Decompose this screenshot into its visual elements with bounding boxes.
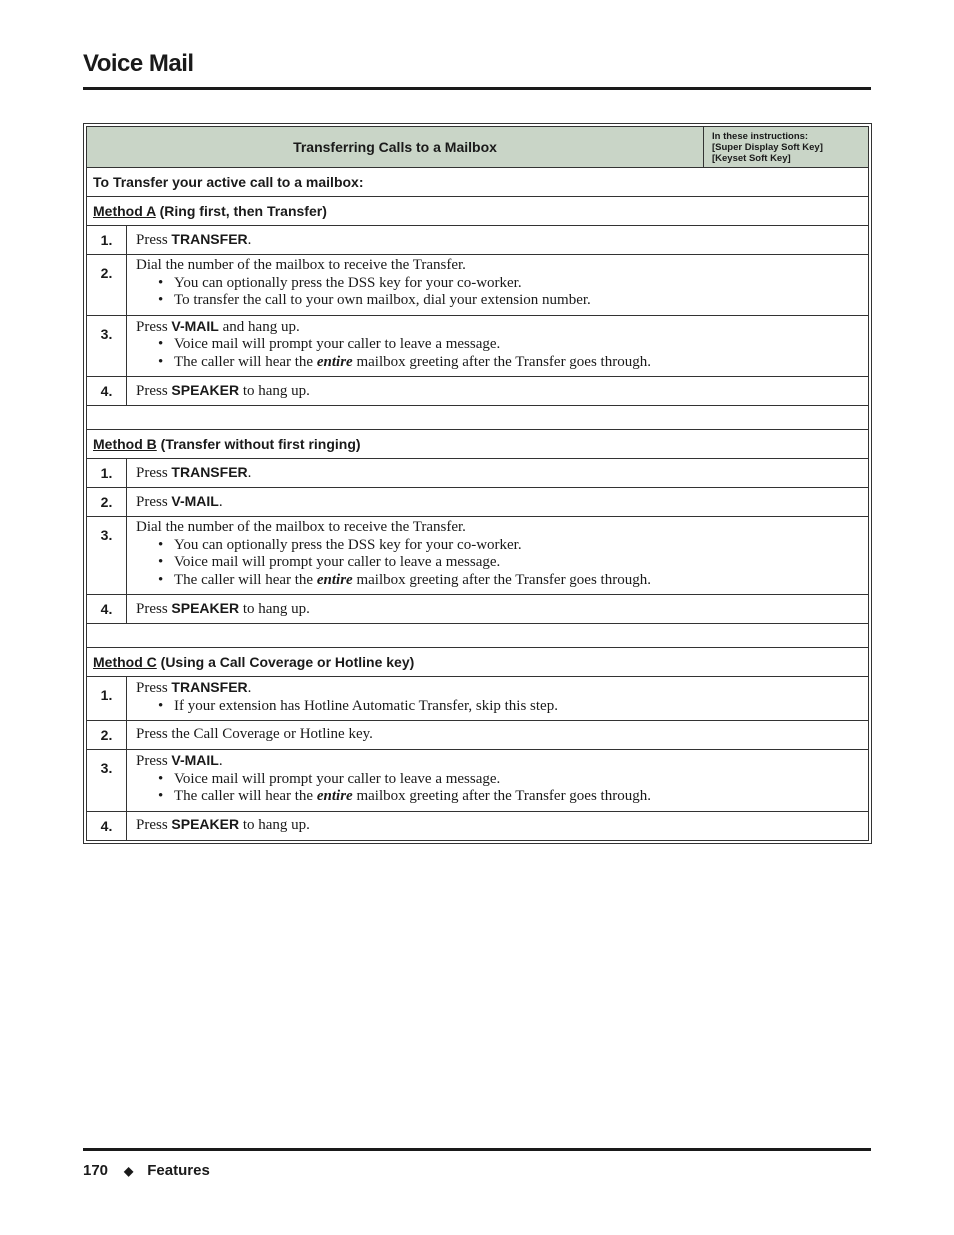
step-text-pre: Press — [136, 680, 172, 696]
bullet-text-pre: The caller will hear the — [174, 571, 317, 588]
step-text — [127, 517, 869, 595]
step-text — [127, 811, 869, 840]
step-instruction — [136, 493, 859, 512]
step-text — [127, 677, 869, 721]
procedure-table — [86, 126, 869, 841]
bullet-text-post: mailbox greeting after the Transfer goes through. — [352, 353, 651, 370]
step-row — [87, 377, 869, 406]
method-name: Method B — [93, 436, 157, 452]
step-text-post: . — [218, 753, 223, 769]
bullet-item — [156, 354, 859, 372]
step-text-post: to hang up. — [239, 382, 310, 399]
bullet-text-pre: Voice mail will prompt your caller to leave a message. — [174, 770, 501, 787]
step-number: 3. — [87, 750, 127, 812]
step-text-post: . — [247, 680, 252, 696]
step-row — [87, 595, 869, 624]
title-rule — [83, 87, 871, 90]
method-header — [87, 197, 869, 226]
table-header-note — [704, 127, 869, 168]
bullet-item — [156, 292, 859, 310]
step-text — [127, 226, 869, 255]
step-text — [127, 595, 869, 624]
step-row — [87, 721, 869, 750]
step-row — [87, 488, 869, 517]
method-header — [87, 648, 869, 677]
step-number: 1. — [87, 677, 127, 721]
footer-rule — [83, 1148, 871, 1151]
step-text-pre: Press — [136, 464, 172, 481]
step-text-post: . — [247, 231, 252, 248]
soft-key-label: V-MAIL — [171, 492, 219, 509]
bullet-emphasis: entire — [316, 571, 353, 588]
method-header-row — [87, 197, 869, 226]
step-number: 4. — [87, 811, 127, 840]
method-description: (Ring first, then Transfer) — [155, 203, 327, 219]
page-number: 170 — [83, 1162, 109, 1179]
page-footer — [83, 1162, 210, 1179]
step-text-post: and hang up. — [218, 318, 300, 335]
spacer-cell — [87, 624, 869, 648]
bullet-text-pre: The caller will hear the — [174, 353, 317, 370]
step-instruction — [136, 318, 859, 337]
method-name: Method C — [93, 654, 157, 670]
header-note-line: [Keyset Soft Key] — [712, 152, 791, 164]
step-instruction — [136, 519, 859, 537]
bullet-text-post: mailbox greeting after the Transfer goes through. — [352, 788, 651, 804]
bullet-text-pre: The caller will hear the — [174, 788, 317, 804]
step-instruction — [136, 382, 859, 401]
step-number: 4. — [87, 377, 127, 406]
step-text — [127, 377, 869, 406]
bullet-text-pre: You can optionally press the DSS key for your co-worker. — [174, 536, 522, 553]
step-number: 2. — [87, 721, 127, 750]
soft-key-label: V-MAIL — [171, 317, 219, 334]
step-text-post: . — [247, 464, 252, 481]
step-row — [87, 677, 869, 721]
header-note-line: [Super Display Soft Key] — [712, 141, 823, 153]
bullet-text-post: mailbox greeting after the Transfer goes through. — [352, 571, 651, 588]
step-text-pre: Press — [136, 493, 172, 510]
step-text-pre: Press — [136, 318, 172, 335]
bullet-item — [156, 572, 859, 590]
soft-key-label: SPEAKER — [171, 599, 240, 616]
step-instruction — [136, 600, 859, 619]
bullet-text-pre: Voice mail will prompt your caller to leave a message. — [174, 336, 501, 352]
spacer-cell — [87, 406, 869, 430]
soft-key-label: TRANSFER — [171, 463, 248, 480]
table-header-row — [87, 127, 869, 168]
bullet-text-pre: To transfer the call to your own mailbox, dial your extension number. — [174, 292, 591, 308]
step-instruction — [136, 679, 859, 698]
soft-key-label: SPEAKER — [171, 381, 240, 398]
step-text-pre: Press — [136, 817, 172, 834]
step-text-post: . — [218, 493, 223, 510]
bullet-item — [156, 336, 859, 354]
soft-key-label: TRANSFER — [171, 679, 248, 695]
procedure-table-frame — [83, 123, 872, 844]
step-text-pre: Dial the number of the mailbox to receive the Transfer. — [136, 257, 466, 273]
step-row — [87, 255, 869, 316]
table-header-title: Transferring Calls to a Mailbox — [87, 127, 704, 168]
step-instruction — [136, 231, 859, 250]
step-text-post: to hang up. — [239, 600, 310, 617]
intro-row — [87, 168, 869, 197]
bullet-text-pre: If your extension has Hotline Automatic Transfer, skip this step. — [174, 697, 558, 714]
step-text — [127, 315, 869, 377]
spacer-row — [87, 406, 869, 430]
bullet-item — [156, 554, 859, 572]
step-text — [127, 459, 869, 488]
step-number: 2. — [87, 255, 127, 316]
step-text — [127, 255, 869, 316]
step-row — [87, 811, 869, 840]
step-text-pre: Press — [136, 600, 172, 617]
header-note-line: In these instructions: — [712, 130, 809, 142]
soft-key-label: V-MAIL — [171, 752, 219, 768]
bullet-text-pre: You can optionally press the DSS key for your co-worker. — [174, 274, 522, 291]
bullet-item — [156, 788, 859, 806]
step-instruction — [136, 816, 859, 835]
step-number: 2. — [87, 488, 127, 517]
intro-text: To Transfer your active call to a mailbox: — [87, 168, 869, 197]
step-bullets — [136, 537, 859, 590]
diamond-icon: ◆ — [124, 1164, 134, 1178]
footer-section: Features — [147, 1162, 210, 1179]
bullet-emphasis: entire — [316, 788, 353, 804]
step-text — [127, 721, 869, 750]
method-header-row — [87, 430, 869, 459]
step-instruction — [136, 726, 859, 744]
step-number: 1. — [87, 459, 127, 488]
step-number: 1. — [87, 226, 127, 255]
step-text-pre: Press the Call Coverage or Hotline key. — [136, 726, 373, 743]
bullet-text-pre: Voice mail will prompt your caller to leave a message. — [174, 554, 501, 570]
step-instruction — [136, 464, 859, 483]
step-text-pre: Dial the number of the mailbox to receive the Transfer. — [136, 519, 466, 535]
step-row — [87, 226, 869, 255]
bullet-item — [156, 537, 859, 555]
soft-key-label: SPEAKER — [171, 816, 240, 833]
step-instruction — [136, 257, 859, 275]
step-number: 3. — [87, 315, 127, 377]
method-description: (Using a Call Coverage or Hotline key) — [156, 654, 415, 670]
method-header — [87, 430, 869, 459]
step-text-pre: Press — [136, 382, 172, 399]
bullet-item — [156, 771, 859, 789]
step-row — [87, 750, 869, 812]
spacer-row — [87, 624, 869, 648]
step-bullets — [136, 336, 859, 371]
step-text — [127, 488, 869, 517]
step-text-pre: Press — [136, 231, 172, 248]
page-title: Voice Mail — [83, 50, 194, 77]
step-number: 3. — [87, 517, 127, 595]
soft-key-label: TRANSFER — [171, 230, 248, 247]
bullet-item — [156, 698, 859, 716]
bullet-item — [156, 275, 859, 293]
step-number: 4. — [87, 595, 127, 624]
step-text-post: to hang up. — [239, 817, 310, 834]
step-bullets — [136, 275, 859, 310]
step-text — [127, 750, 869, 812]
step-text-pre: Press — [136, 753, 172, 769]
step-instruction — [136, 752, 859, 771]
step-bullets — [136, 698, 859, 716]
step-bullets — [136, 771, 859, 806]
method-header-row — [87, 648, 869, 677]
step-row — [87, 459, 869, 488]
step-row — [87, 315, 869, 377]
step-row — [87, 517, 869, 595]
method-name: Method A — [93, 203, 156, 219]
bullet-emphasis: entire — [316, 353, 353, 370]
method-description: (Transfer without first ringing) — [156, 436, 361, 452]
